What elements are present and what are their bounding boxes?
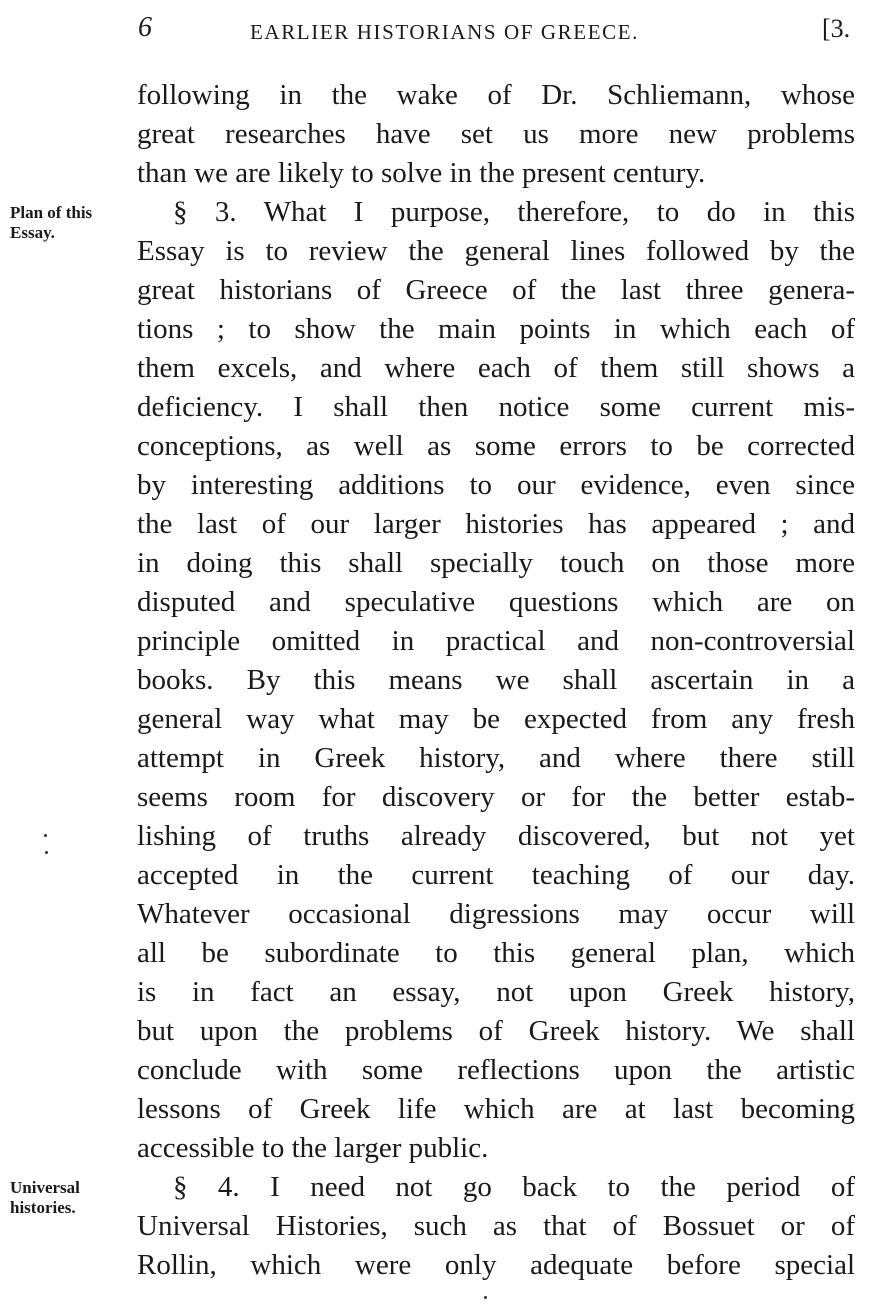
text-line: Universal Histories, such as that of Bossuet or of — [137, 1210, 855, 1242]
text-line: § 4. I need not go back to the period of — [173, 1171, 855, 1203]
text-line: deficiency. I shall then notice some current mis- — [137, 391, 855, 423]
page-header — [0, 12, 892, 52]
text-line: Whatever occasional digressions may occur will — [137, 898, 855, 930]
text-line: than we are likely to solve in the present century. — [137, 157, 706, 189]
margin-note-line: Plan of this — [10, 203, 93, 222]
text-line: accessible to the larger public. — [137, 1132, 489, 1164]
text-line: conceptions, as well as some errors to be corrected — [137, 430, 855, 462]
text-line: is in fact an essay, not upon Greek history, — [137, 976, 855, 1008]
text-line: tions ; to show the main points in which each of — [137, 313, 855, 345]
margin-note-universal — [10, 1178, 130, 1218]
text-line: seems room for discovery or for the better estab- — [137, 781, 855, 813]
text-line: lessons of Greek life which are at last becoming — [137, 1093, 855, 1125]
text-line: § 3. What I purpose, therefore, to do in this — [173, 196, 855, 228]
section-reference: [3. — [822, 14, 851, 43]
text-line: great researches have set us more new problems — [137, 118, 855, 150]
text-line: them excels, and where each of them still shows a — [137, 352, 855, 384]
text-line: accepted in the current teaching of our day. — [137, 859, 855, 891]
text-line: great historians of Greece of the last three genera- — [137, 274, 855, 306]
ink-speck — [45, 851, 48, 854]
text-line: principle omitted in practical and non-controversial — [137, 625, 855, 657]
page-number: 6 — [138, 12, 152, 43]
margin-note-line: Essay. — [10, 223, 55, 242]
ink-speck — [484, 1296, 487, 1299]
margin-note-line: histories. — [10, 1198, 76, 1217]
running-title: EARLIER HISTORIANS OF GREECE. — [250, 20, 640, 44]
text-line: Essay is to review the general lines followed by the — [137, 235, 855, 267]
ink-speck — [44, 834, 47, 837]
text-line: books. By this means we shall ascertain in a — [137, 664, 855, 696]
body-text — [137, 76, 855, 1285]
text-line: following in the wake of Dr. Schliemann, whose — [137, 79, 855, 111]
margin-note-plan — [10, 203, 130, 243]
text-line: disputed and speculative questions which are on — [137, 586, 855, 618]
text-line: all be subordinate to this general plan, which — [137, 937, 855, 969]
text-line: attempt in Greek history, and where there still — [137, 742, 855, 774]
text-line: conclude with some reflections upon the artistic — [137, 1054, 855, 1086]
margin-note-line: Universal — [10, 1178, 80, 1197]
text-line: general way what may be expected from any fresh — [137, 703, 855, 735]
text-line: but upon the problems of Greek history. We shall — [137, 1015, 855, 1047]
text-line: lishing of truths already discovered, but not yet — [137, 820, 855, 852]
text-line: the last of our larger histories has appeared ; and — [137, 508, 855, 540]
text-line: Rollin, which were only adequate before special — [137, 1249, 855, 1281]
text-line: in doing this shall specially touch on those more — [137, 547, 855, 579]
text-line: by interesting additions to our evidence, even since — [137, 469, 855, 501]
